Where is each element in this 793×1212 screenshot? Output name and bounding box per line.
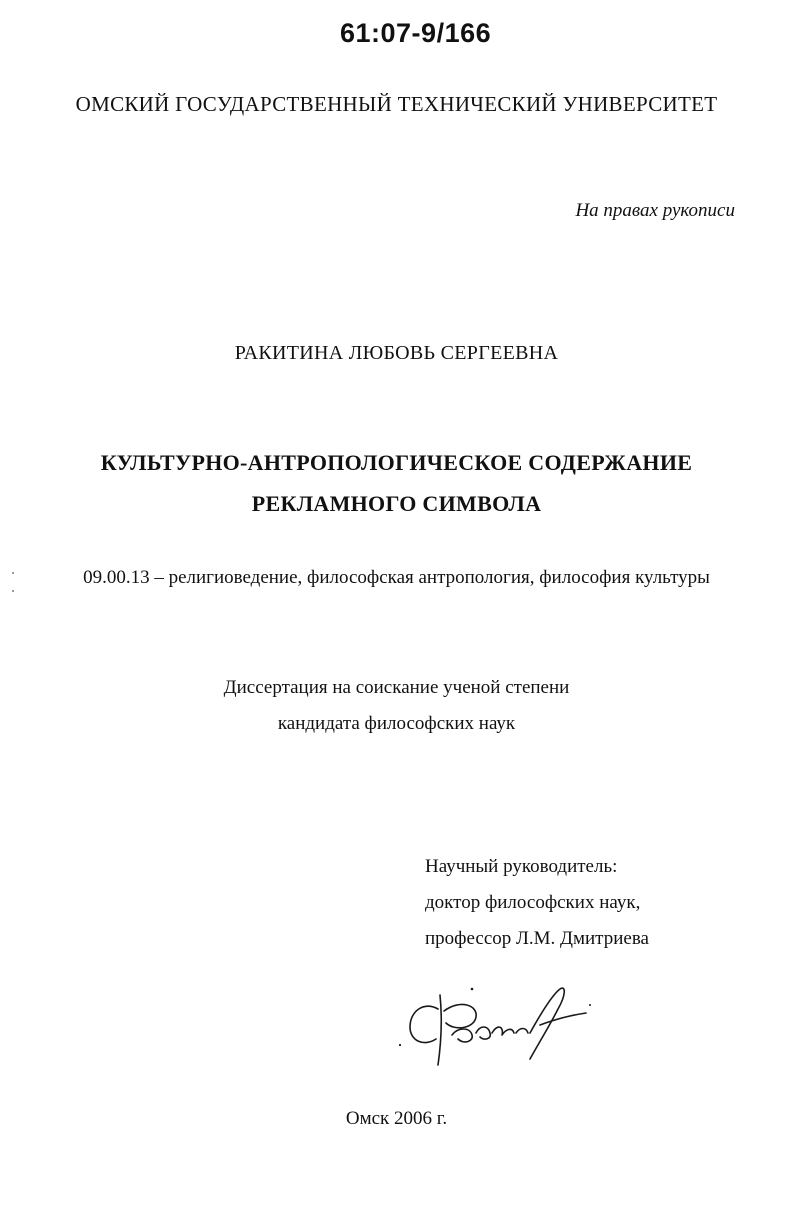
supervisor-degree: доктор философских наук, xyxy=(425,892,641,913)
degree-line-1: Диссертация на соискание ученой степени xyxy=(223,677,570,698)
dissertation-title-line-2: РЕКЛАМНОГО СИМВОЛА xyxy=(251,491,542,516)
dissertation-title-line-1: КУЛЬТУРНО-АНТРОПОЛОГИЧЕСКОЕ СОДЕРЖАНИЕ xyxy=(100,450,693,475)
university-name: ОМСКИЙ ГОСУДАРСТВЕННЫЙ ТЕХНИЧЕСКИЙ УНИВЕРСИТЕТ xyxy=(75,92,718,116)
supervisor-name: профессор Л.М. Дмитриева xyxy=(425,928,649,949)
city-and-year: Омск 2006 г. xyxy=(345,1108,448,1129)
supervisor-label: Научный руководитель: xyxy=(425,856,618,877)
scan-speck xyxy=(12,590,14,592)
handwritten-signature xyxy=(380,975,610,1075)
scan-speck xyxy=(12,572,14,574)
author-name: РАКИТИНА ЛЮБОВЬ СЕРГЕЕВНА xyxy=(234,342,559,364)
catalog-number: 61:07-9/166 xyxy=(340,18,492,48)
specialty-code: 09.00.13 – религиоведение, философская антропология, философия культуры xyxy=(83,567,710,588)
manuscript-note: На правах рукописи xyxy=(575,200,735,221)
degree-line-2: кандидата философских наук xyxy=(277,713,516,734)
